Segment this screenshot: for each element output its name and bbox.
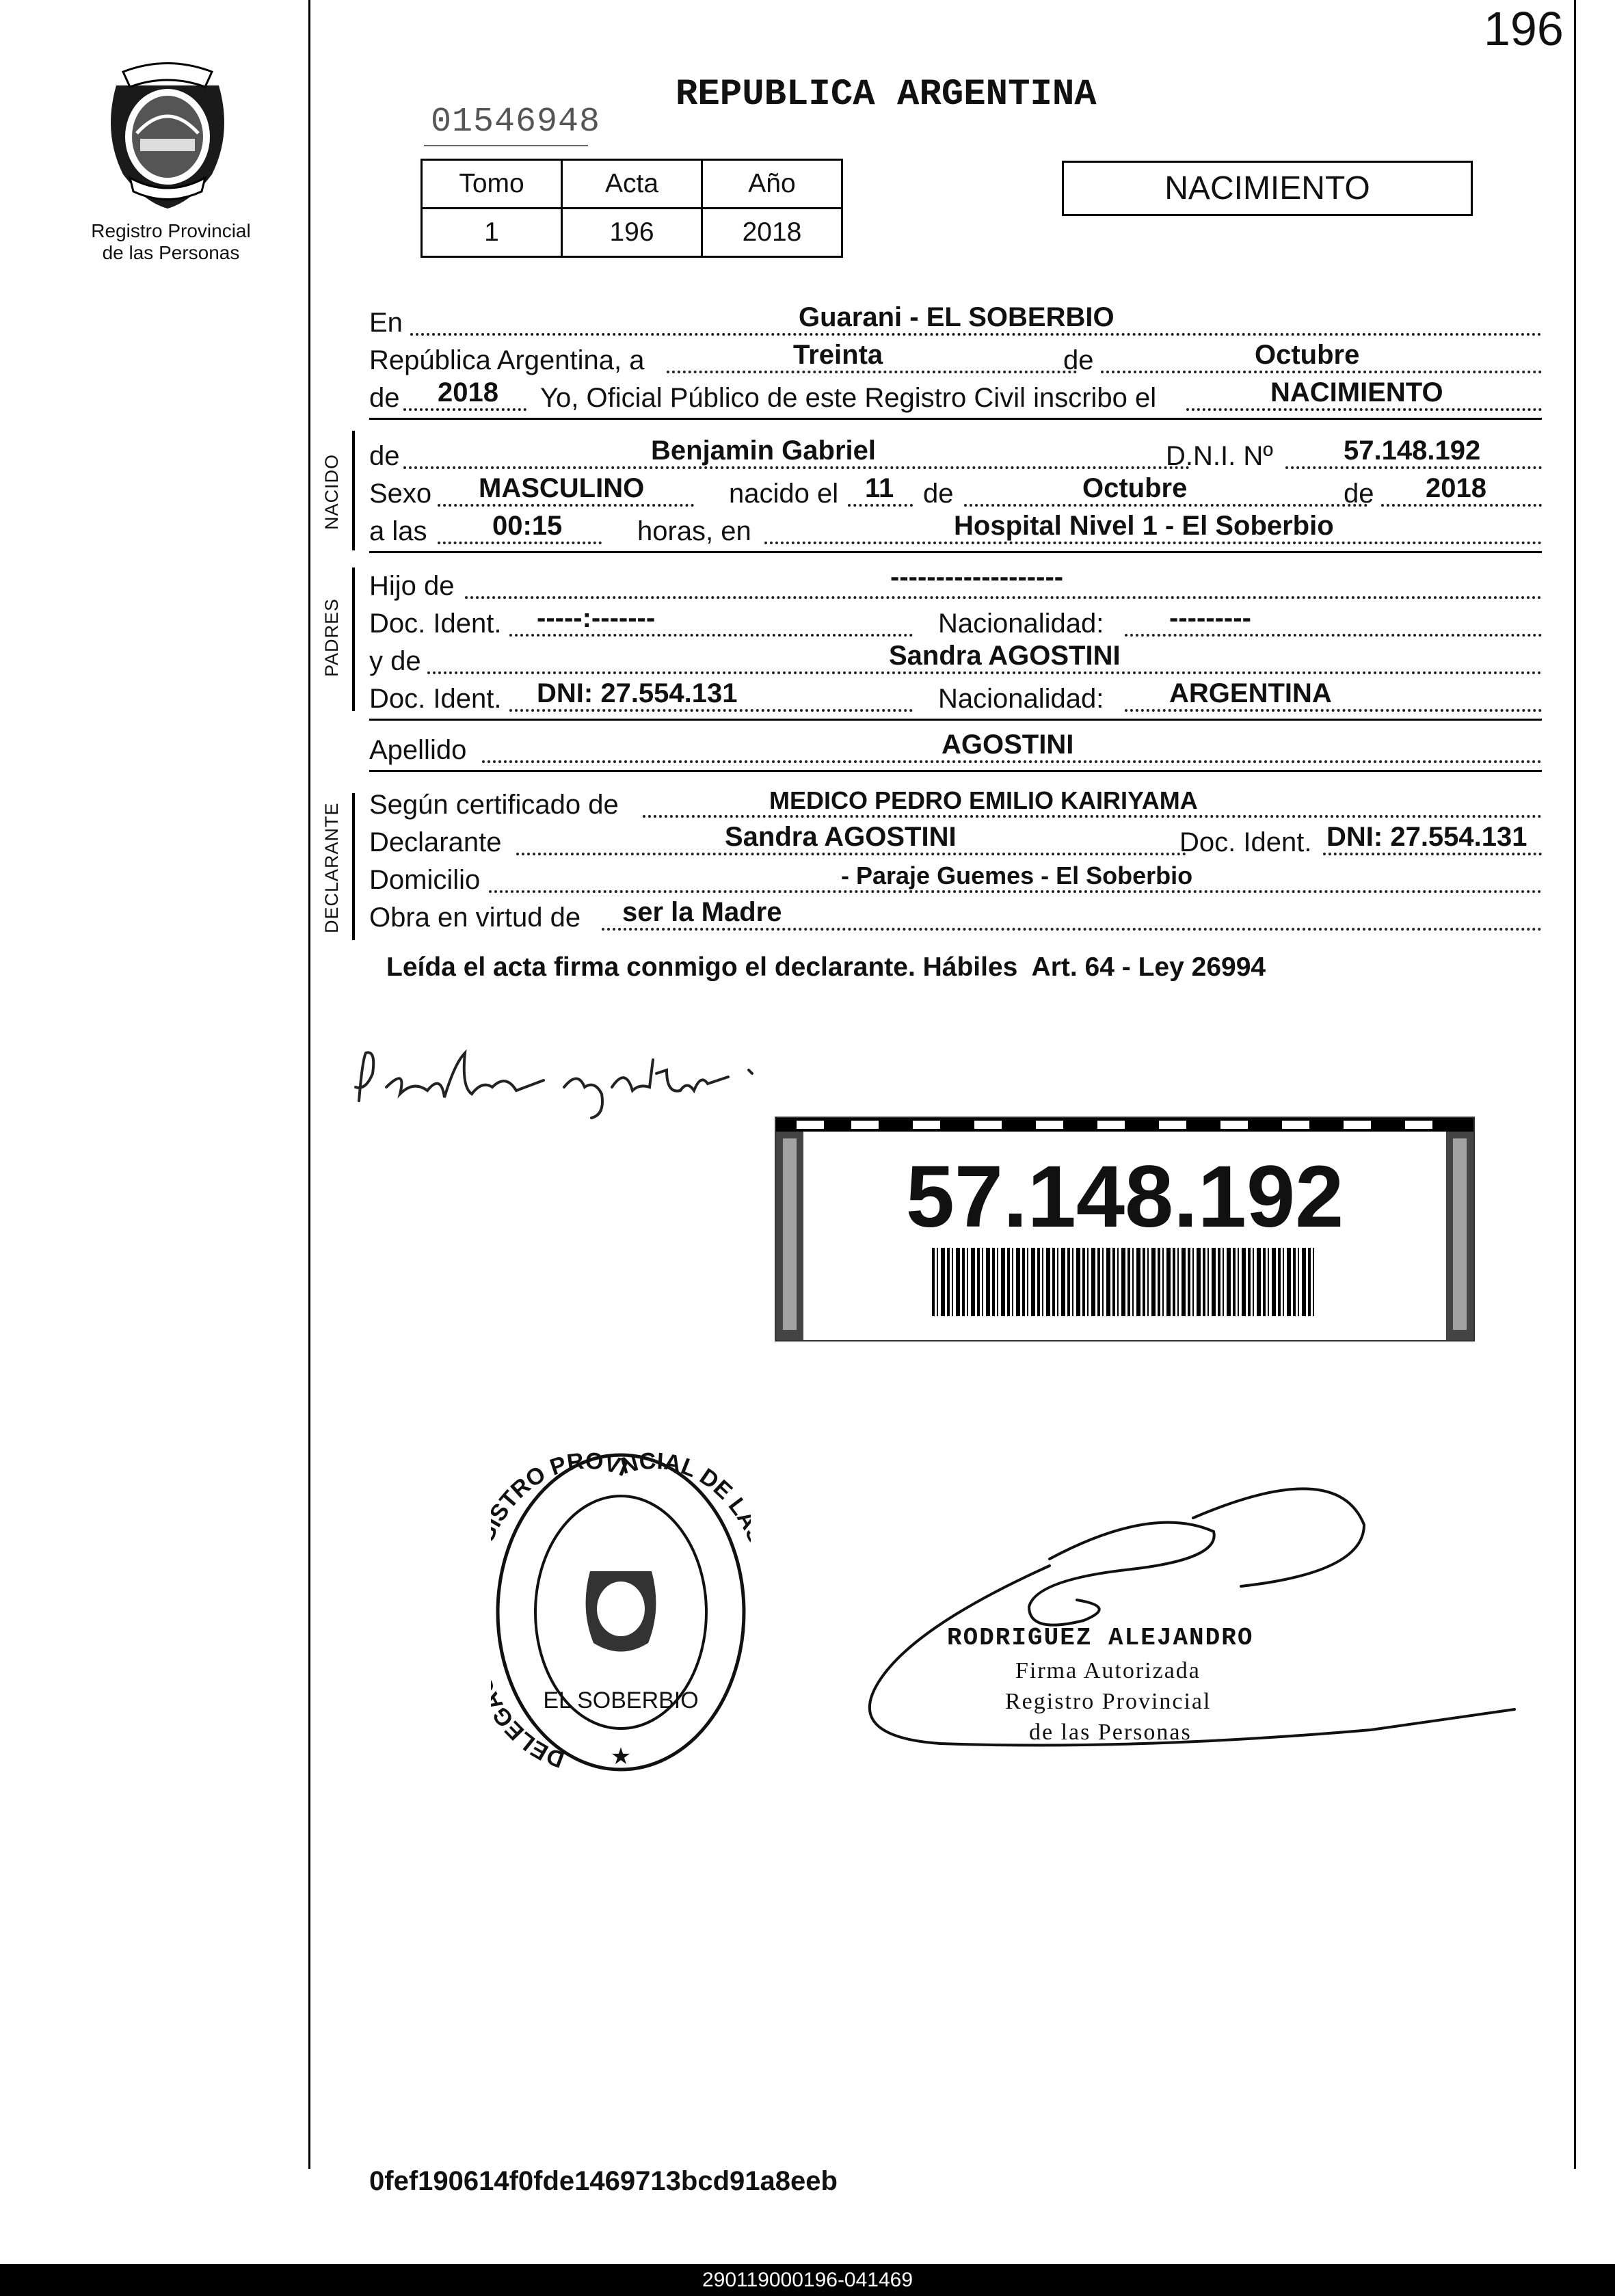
barcode: [932, 1248, 1315, 1316]
record-type: NACIMIENTO: [1164, 170, 1370, 206]
place-value: Guarani - EL SOBERBIO: [799, 302, 1115, 332]
surname-value: AGOSTINI: [942, 730, 1074, 760]
declarant-value: Sandra AGOSTINI: [725, 822, 957, 852]
official-line2: Registro Provincial: [1005, 1689, 1212, 1714]
father-nationality-value: ---------: [1169, 603, 1251, 633]
row-declarant: Declarante Sandra AGOSTINI Doc. Ident. DNI: 27.554.131: [369, 824, 1542, 862]
row-cert: Según certificado de MEDICO PEDRO EMILIO KAIRIYAMA: [369, 786, 1542, 825]
province-logo: [103, 58, 232, 212]
footer-bar: [0, 2264, 1615, 2296]
dni-sticker-number: 57.148.192: [905, 1148, 1344, 1246]
header-tomo: Tomo: [422, 160, 562, 209]
svg-text:★: ★: [610, 1743, 632, 1770]
value-acta: 196: [562, 209, 702, 257]
row-father-doc: Doc. Ident. -----:------- Nacionalidad: ---------: [369, 605, 1542, 643]
official-name: RODRIGUEZ ALEJANDRO: [947, 1624, 1254, 1652]
birth-place-value: Hospital Nivel 1 - El Soberbio: [954, 511, 1334, 541]
row-republica: [369, 342, 1542, 380]
official-line3: de las Personas: [1029, 1720, 1192, 1745]
birth-day-value: 11: [865, 473, 894, 503]
birth-month-value: Octubre: [1082, 473, 1188, 503]
closing-text: Leída el acta firma conmigo el declarante. Hábiles Art. 64 - Ley 26994: [386, 952, 1266, 982]
mother-name-value: Sandra AGOSTINI: [889, 641, 1121, 671]
declarant-signature: [345, 1032, 783, 1121]
stamp-ring-text: DELE TRO PROVINCIAL DE L: [494, 1448, 751, 1773]
sex-value: MASCULINO: [479, 473, 645, 503]
stamp-inner-text: EL SOBERBIO: [543, 1687, 699, 1713]
birth-year-value: 2018: [1426, 473, 1486, 503]
de-label: de: [1063, 345, 1094, 375]
month-value: Octubre: [1255, 340, 1360, 370]
document-hash: 0fef190614f0fde1469713bcd91a8eeb: [369, 2166, 838, 2196]
day-words-value: Treinta: [793, 340, 883, 370]
republica-label: República Argentina, a: [369, 345, 645, 375]
father-name-value: -------------------: [890, 562, 1064, 592]
act-type-value: NACIMIENTO: [1270, 377, 1443, 408]
row-mother-doc: Doc. Ident. DNI: 27.554.131 Nacionalidad: ARGENTINA: [369, 680, 1542, 721]
dni-sticker: [775, 1117, 1475, 1341]
dni-label: D.N.I. Nº: [1166, 441, 1273, 471]
row-nacido-name: de Benjamin Gabriel D.N.I. Nº 57.148.192: [369, 438, 1542, 476]
declarant-doc-value: DNI: 27.554.131: [1326, 822, 1527, 852]
mother-doc-value: DNI: 27.554.131: [537, 678, 738, 708]
logo-caption-line2: de las Personas: [102, 242, 240, 263]
reason-value: ser la Madre: [622, 897, 782, 927]
left-margin-line: [308, 0, 310, 2169]
header-acta: Acta: [562, 160, 702, 209]
row-en: [369, 304, 1542, 343]
address-value: - Paraje Guemes - El Soberbio: [841, 862, 1193, 890]
header-ano: Año: [702, 160, 842, 209]
serial-number: 01546948: [431, 103, 601, 142]
record-type-box: [1062, 161, 1473, 216]
page-number: 196: [1484, 2, 1564, 55]
right-margin-line: [1574, 0, 1576, 2169]
row-obra: Obra en virtud de ser la Madre: [369, 899, 1542, 937]
country-title: REPUBLICA ARGENTINA: [676, 74, 1097, 116]
time-value: 00:15: [492, 511, 563, 541]
father-doc-value: -----:-------: [537, 603, 656, 633]
row-yde: y de Sandra AGOSTINI: [369, 643, 1542, 681]
footer-code: 290119000196-041469: [702, 2269, 913, 2291]
logo-caption-line1: Registro Provincial: [91, 220, 251, 241]
logo-caption: [72, 220, 270, 264]
de-label-year: de: [369, 383, 400, 413]
row-statement: [369, 379, 1542, 420]
record-table: [421, 159, 843, 258]
child-dni-value: 57.148.192: [1344, 436, 1481, 466]
serial-underline: [424, 145, 588, 146]
official-line1: Firma Autorizada: [1015, 1658, 1201, 1683]
declarante-side-label: DECLARANTE: [321, 802, 342, 933]
value-tomo: 1: [422, 209, 562, 257]
certificate-value: MEDICO PEDRO EMILIO KAIRIYAMA: [769, 786, 1198, 814]
child-name-value: Benjamin Gabriel: [651, 436, 876, 466]
row-domicilio: Domicilio - Paraje Guemes - El Soberbio: [369, 862, 1542, 900]
row-apellido: Apellido AGOSTINI: [369, 732, 1542, 772]
statement-text: Yo, Oficial Público de este Registro Civil inscribo el: [540, 383, 1157, 413]
year-value: 2018: [438, 377, 498, 408]
value-ano: 2018: [702, 209, 842, 257]
official-signature: [858, 1477, 1542, 1764]
mother-nationality-value: ARGENTINA: [1169, 678, 1332, 708]
row-sexo: Sexo MASCULINO nacido el 11 de Octubre de 2018: [369, 475, 1542, 513]
padres-side-label: PADRES: [321, 598, 342, 677]
nacido-side-label: NACIDO: [321, 453, 342, 530]
row-hijo: Hijo de -------------------: [369, 568, 1542, 606]
registry-stamp: [491, 1448, 751, 1776]
en-label: En: [369, 308, 403, 338]
row-alas: a las 00:15 horas, en Hospital Nivel 1 - El Soberbio: [369, 513, 1542, 553]
